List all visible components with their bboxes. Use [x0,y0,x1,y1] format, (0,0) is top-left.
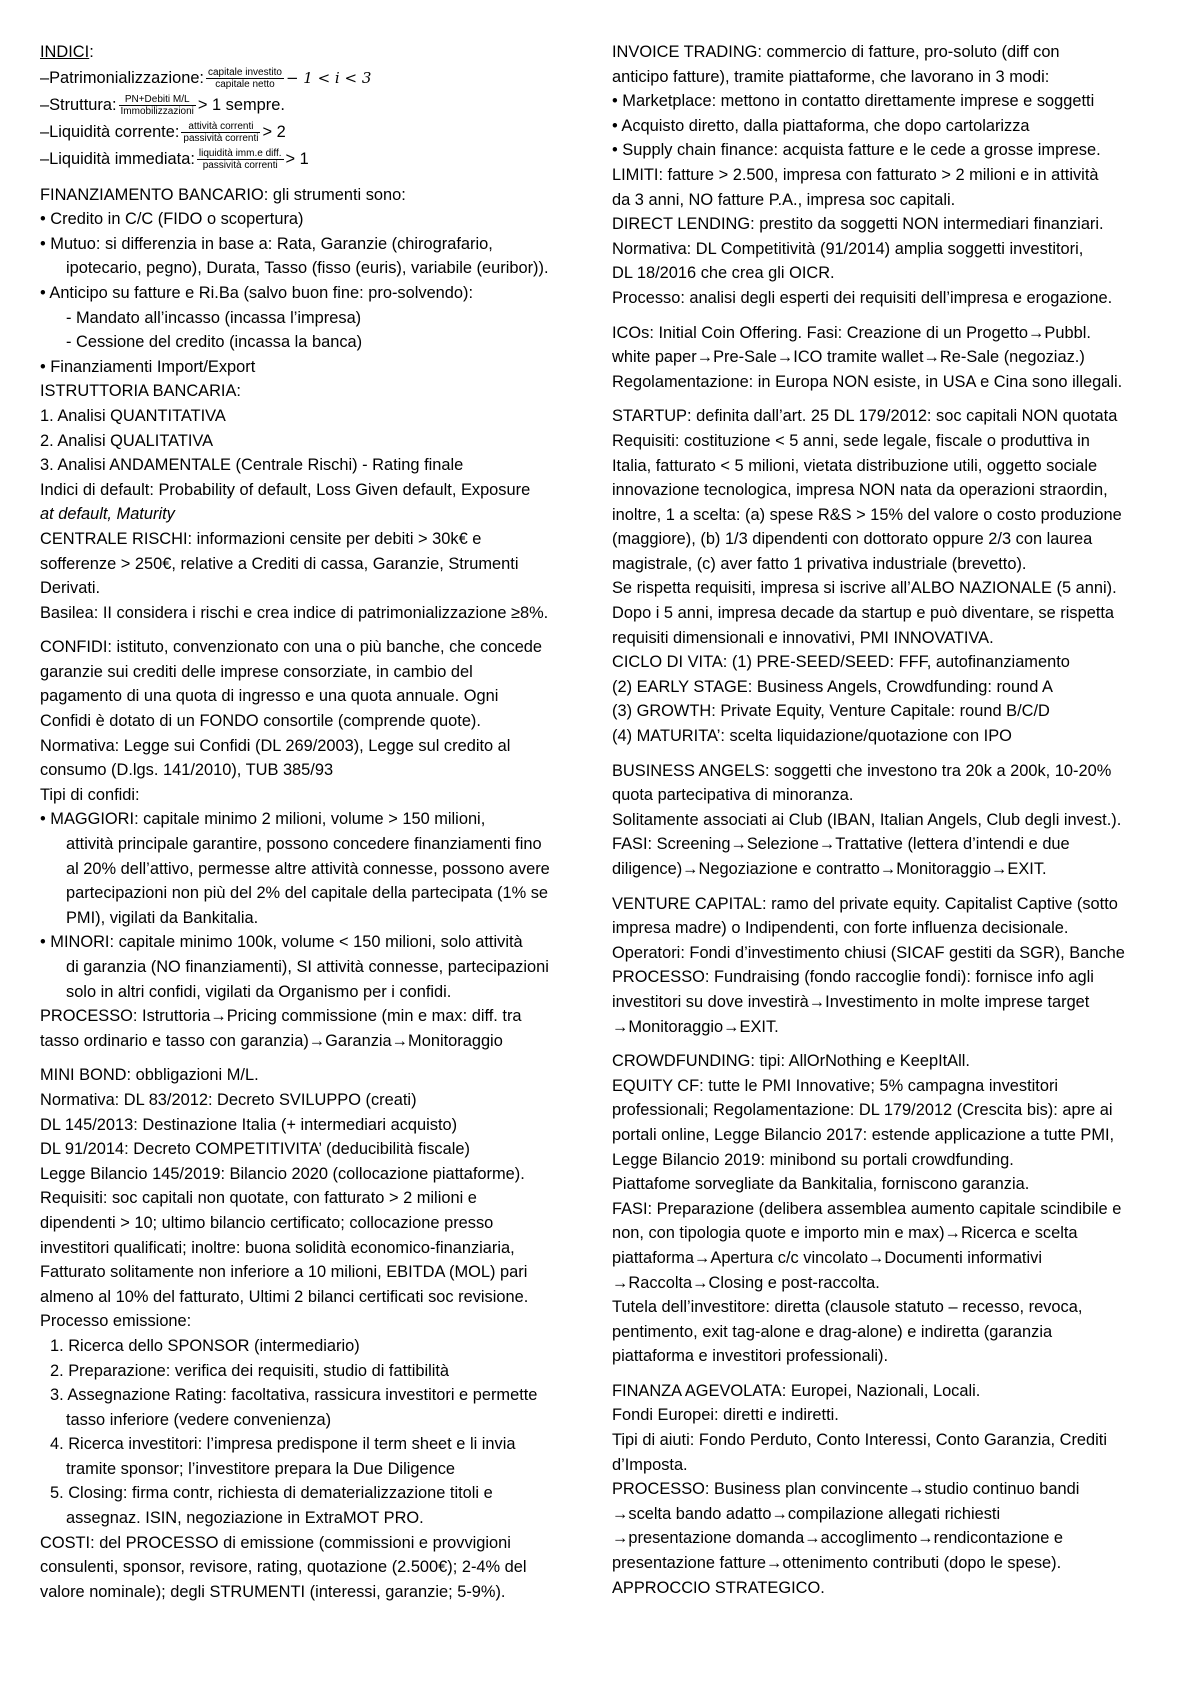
text-line: Confidi è dotato di un FONDO consortile (comprende quote). [40,712,481,731]
text-line: COSTI: del PROCESSO di emissione (commissioni e provvigioni [40,1533,511,1552]
text-line: →Monitoraggio→EXIT. [612,1017,779,1036]
text-line: DL 145/2013: Destinazione Italia (+ intermediari acquisto) [40,1115,458,1134]
text-line: al 20% dell’attivo, permesse altre attività connesse, possono avere [66,859,550,878]
text-line: solo in altri confidi, vigilati da Organismo per i confidi. [66,982,452,1001]
right-column [612,40,1174,1610]
text-line: consumo (D.lgs. 141/2010), TUB 385/93 [40,761,334,780]
text-line: PMI), vigilati da Bankitalia. [66,908,259,927]
section-indici [40,40,608,173]
text-line: anticipo fatture), tramite piattaforme, che lavorano in 3 modi: [612,67,1050,86]
section-finanza-agevolata [612,1379,1174,1600]
left-column [40,40,608,1614]
text-line: Requisiti: costituzione < 5 anni, sede legale, fiscale o produttiva in [612,431,1090,450]
text-line: sofferenze > 250€, relative a Crediti di cassa, Garanzie, Strumenti [40,554,519,573]
section-invoice-trading [612,40,1174,311]
text-line: consulenti, sponsor, revisore, rating, quotazione (2.500€); 2-4% del [40,1558,527,1577]
text-line: 3. Assegnazione Rating: facoltativa, rassicura investitori e permette [50,1386,538,1405]
text-line: Dopo i 5 anni, impresa decade da startup e può diventare, se rispetta [612,604,1115,623]
text-line: pagamento di una quota di ingresso e una quota annuale. Ogni [40,687,499,706]
text-line: (2) EARLY STAGE: Business Angels, Crowdfunding: round A [612,677,1053,696]
text-line: garanzie sui crediti delle imprese consorziate, in cambio del [40,662,473,681]
text-line: CONFIDI: istituto, convenzionato con una o più banche, che concede [40,638,543,657]
text-line: CICLO DI VITA: (1) PRE-SEED/SEED: FFF, autofinanziamento [612,653,1070,672]
text-line: EQUITY CF: tutte le PMI Innovative; 5% campagna investitori [612,1076,1059,1095]
text-line: Tipi di confidi: [40,785,140,804]
text-line: Fatturato solitamente non inferiore a 10 milioni, EBITDA (MOL) pari [40,1263,528,1282]
text-line: ICOs: Initial Coin Offering. Fasi: Creazione di un Progetto→Pubbl. [612,323,1091,342]
text-line: DL 91/2014: Decreto COMPETITIVITA’ (deducibilità fiscale) [40,1140,470,1159]
text-line: attività principale garantire, possono concedere finanziamenti fino [66,835,542,854]
text-line: Basilea: II considera i rischi e crea indice di patrimonializzazione ≥8%. [40,603,549,622]
section-confidi [40,635,608,1053]
text-line: 2. Preparazione: verifica dei requisiti, studio di fattibilità [50,1361,450,1380]
text-line: Tipi di aiuti: Fondo Perduto, Conto Interessi, Conto Garanzia, Crediti [612,1431,1108,1450]
text-line: tasso ordinario e tasso con garanzia)→Garanzia→Monitoraggio [40,1031,503,1050]
text-line: ISTRUTTORIA BANCARIA: [40,382,241,401]
text-line: Indici di default: Probability of default, Loss Given default, Exposure [40,480,531,499]
text-line: →Raccolta→Closing e post-raccolta. [612,1273,880,1292]
text-line: Derivati. [40,579,101,598]
text-line: • Marketplace: mettono in contatto direttamente imprese e soggetti [612,92,1095,111]
text-line: d’Imposta. [612,1455,688,1474]
text-line: • Mutuo: si differenzia in base a: Rata, Garanzie (chirografario, [40,234,493,253]
text-line: PROCESSO: Fundraising (fondo raccoglie fondi): fornisce info agli [612,968,1094,987]
text-line: Tutela dell’investitore: diretta (clausole statuto – recesso, revoca, [612,1298,1083,1317]
text-line: Normativa: DL Competitività (91/2014) amplia soggetti investitori, [612,239,1084,258]
text-line: LIMITI: fatture > 2.500, impresa con fatturato > 2 milioni e in attività [612,165,1099,184]
fraction: $\frac{\text{attività correnti}}{\text{passività correnti}}$ [183,120,259,144]
text-line: requisiti dimensionali e innovativi, PMI INNOVATIVA. [612,628,994,647]
text-line: →presentazione domanda→accoglimento→rendicontazione e [612,1529,1064,1548]
text-line: inoltre, 1 a scelta: (a) spese R&S > 15% del valore o costo produzione [612,505,1122,524]
text-line: Fondi Europei: diretti e indiretti. [612,1406,839,1425]
text-line: CENTRALE RISCHI: informazioni censite per debiti > 30k€ e [40,529,482,548]
text-line: Requisiti: soc capitali non quotate, con fatturato > 2 milioni e [40,1189,477,1208]
text-line: FASI: Screening→Selezione→Trattative (lettera d’intendi e due [612,835,1070,854]
text-line: dipendenti > 10; ultimo bilancio certificato; collocazione presso [40,1213,494,1232]
text-line: Processo: analisi degli esperti dei requisiti dell’impresa e erogazione. [612,288,1113,307]
text-line: 1. Analisi QUANTITATIVA [40,406,226,425]
text-line: diligence)→Negoziazione e contratto→Monitoraggio→EXIT. [612,860,1047,878]
text-line: piattaforma→Apertura c/c vincolato→Documenti informativi [612,1248,1042,1267]
text-line: assegnaz. ISIN, negoziazione in ExtraMOT PRO. [66,1509,424,1528]
indici-title: INDICI: [40,43,94,61]
text-line: (4) MATURITA’: scelta liquidazione/quotazione con IPO [612,727,1012,746]
text-line: DL 18/2016 che crea gli OICR. [612,264,835,283]
text-line: investitori qualificati; inoltre: buona solidità economico-finanziaria, [40,1238,515,1257]
text-line: Operatori: Fondi d’investimento chiusi (SICAF gestiti da SGR), Banche [612,943,1125,962]
text-line: • Finanziamenti Import/Export [40,357,256,376]
text-line: • MAGGIORI: capitale minimo 2 milioni, volume > 150 milioni, [40,810,486,829]
text-line: Processo emissione: [40,1312,192,1331]
text-line: 5. Closing: firma contr, richiesta di dematerializzazione titoli e [50,1484,493,1503]
text-line: APPROCCIO STRATEGICO. [612,1578,825,1597]
text-line: PROCESSO: Business plan convincente→studio continuo bandi [612,1480,1080,1499]
text-line: non, con tipologia quote e importo min e max)→Ricerca e scelta [612,1224,1078,1243]
text-line: Legge Bilancio 145/2019: Bilancio 2020 (collocazione piattaforme). [40,1164,525,1183]
text-line: CROWDFUNDING: tipi: AllOrNothing e KeepItAll. [612,1052,970,1071]
text-line: ipotecario, pegno), Durata, Tasso (fisso (euris), variabile (euribor)). [66,259,549,278]
text-line: MINI BOND: obbligazioni M/L. [40,1066,259,1085]
text-line: →scelta bando adatto→compilazione allegati richiesti [612,1504,1001,1523]
text-line: • Credito in C/C (FIDO o scopertura) [40,210,304,229]
text-line: Normativa: Legge sui Confidi (DL 269/2003), Legge sul credito al [40,736,511,755]
text-line: tasso inferiore (vedere convenienza) [66,1410,332,1429]
text-line: FINANZA AGEVOLATA: Europei, Nazionali, Locali. [612,1381,981,1400]
text-line: portali online, Legge Bilancio 2017: estende applicazione a tutte PMI, [612,1125,1115,1144]
formula-liquidita-corrente: –Liquidità corrente: $\frac{\text{attività correnti}}{\text{passività correnti}}$ > 2 [40,120,286,144]
text-line: - Mandato all’incasso (incassa l’impresa) [66,308,362,327]
text-line: presentazione fatture→ottenimento contributi (dopo le spese). [612,1554,1062,1573]
text-line: quota partecipativa di minoranza. [612,786,854,805]
section-business-angels [612,759,1174,882]
text-line: BUSINESS ANGELS: soggetti che investono tra 20k a 200k, 10-20% [612,761,1112,780]
section-icos [612,321,1174,395]
formula-struttura: –Struttura: $\frac{\text{PN+Debiti M/L}}{\text{Immobilizzazioni}}$ > 1 sempre. [40,93,285,117]
section-venture-capital [612,892,1174,1040]
text-line: • Supply chain finance: acquista fatture e le cede a grosse imprese. [612,141,1101,160]
text-line: DIRECT LENDING: prestito da soggetti NON intermediari finanziari. [612,215,1104,234]
text-line: VENTURE CAPITAL: ramo del private equity. Capitalist Captive (sotto [612,894,1118,913]
text-line: INVOICE TRADING: commercio di fatture, pro-soluto (diff con [612,43,1060,61]
text-line: Regolamentazione: in Europa NON esiste, in USA e Cina sono illegali. [612,372,1123,391]
text-line: white paper→Pre-Sale→ICO tramite wallet→Re-Sale (negoziaz.) [612,348,1085,367]
text-line: 1. Ricerca dello SPONSOR (intermediario) [50,1336,360,1355]
text-line: di garanzia (NO finanziamenti), SI attività connesse, partecipazioni [66,958,549,976]
text-line: 4. Ricerca investitori: l’impresa predispone il term sheet e li invia [50,1435,516,1454]
text-line: Normativa: DL 83/2012: Decreto SVILUPPO (creati) [40,1090,417,1109]
text-line: 3. Analisi ANDAMENTALE (Centrale Rischi) - Rating finale [40,456,464,475]
text-line: • Acquisto diretto, dalla piattaforma, che dopo cartolarizza [612,116,1030,135]
text-line: • Anticipo su fatture e Ri.Ba (salvo buon fine: pro-solvendo): [40,283,474,302]
section-crowdfunding [612,1049,1174,1369]
text-line: PROCESSO: Istruttoria→Pricing commissione (min e max: diff. tra [40,1007,522,1026]
text-line: piattaforma e investitori professionali). [612,1347,889,1366]
section-finanziamento-bancario [40,183,608,626]
text-line: partecipazioni non più del 2% del capitale della partecipata (1% se [66,884,549,903]
section-startup [612,404,1174,748]
text-line: tramite sponsor; l’investitore prepara la Due Diligence [66,1459,456,1478]
text-line: (3) GROWTH: Private Equity, Venture Capitale: round B/C/D [612,702,1050,721]
text-line: Piattafome sorvegliate da Bankitalia, forniscono garanzia. [612,1175,1030,1194]
section-mini-bond [40,1063,608,1604]
text-line: FASI: Preparazione (delibera assemblea aumento capitale scindibile e [612,1199,1122,1218]
formula-liquidita-immediata: –Liquidità immediata: $\frac{\text{liquidità imm.e diff.}}{\text{passività correnti}}$ > 1 [40,147,309,171]
text-line: STARTUP: definita dall’art. 25 DL 179/2012: soc capitali NON quotata [612,407,1118,426]
text-line: (maggiore), (b) 1/3 dipendenti con dottorato oppure 2/3 con laurea [612,530,1093,549]
fraction: $\frac{\text{PN+Debiti M/L}}{\text{Immobilizzazioni}}$ [120,93,194,117]
fraction: $\frac{\text{capitale investito}}{\text{capitale netto}}$ [208,66,282,90]
formula-patrimonializzazione: –Patrimonializzazione: $\frac{\text{capitale investito}}{\text{capitale netto}}$ − 1 < i < 3 [40,66,372,90]
fraction: $\frac{\text{liquidità imm.e diff.}}{\text{passività correnti}}$ [198,147,282,171]
text-line: Italia, fatturato < 5 milioni, vietata distribuzione utili, oggetto sociale [612,456,1098,475]
text-line: Solitamente associati ai Club (IBAN, Italian Angels, Club degli invest.). [612,810,1122,829]
text-line: magistrale, (c) aver fatto 1 privativa industriale (brevetto). [612,554,1027,573]
text-line: Legge Bilancio 2019: minibond su portali crowdfunding. [612,1150,1014,1169]
text-line: pentimento, exit tag-alone e drag-alone) e indiretta (garanzia [612,1322,1053,1341]
text-line: valore nominale); degli STRUMENTI (interessi, garanzie; 5-9%). [40,1582,506,1601]
text-line: 2. Analisi QUALITATIVA [40,431,214,450]
text-line: • MINORI: capitale minimo 100k, volume < 150 milioni, solo attività [40,933,523,952]
text-line: Se rispetta requisiti, impresa si iscrive all’ALBO NAZIONALE (5 anni). [612,579,1117,598]
text-line: almeno al 10% del fatturato, Ultimi 2 bilanci certificati soc revisione. [40,1287,529,1306]
text-line: - Cessione del credito (incassa la banca) [66,333,363,352]
text-line: professionali; Regolamentazione: DL 179/2012 (Crescita bis): apre ai [612,1101,1113,1120]
text-line: innovazione tecnologica, impresa NON nata da operazioni straordin, [612,481,1108,500]
text-line: da 3 anni, NO fatture P.A., impresa soc capitali. [612,190,956,209]
text-line: FINANZIAMENTO BANCARIO: gli strumenti sono: [40,185,406,204]
text-line: investitori su dove investirà→Investimento in molte imprese target [612,992,1090,1011]
text-line: impresa madre) o Indipendenti, con forte influenza decisionale. [612,919,1069,938]
text-line: at default, Maturity [40,505,175,524]
